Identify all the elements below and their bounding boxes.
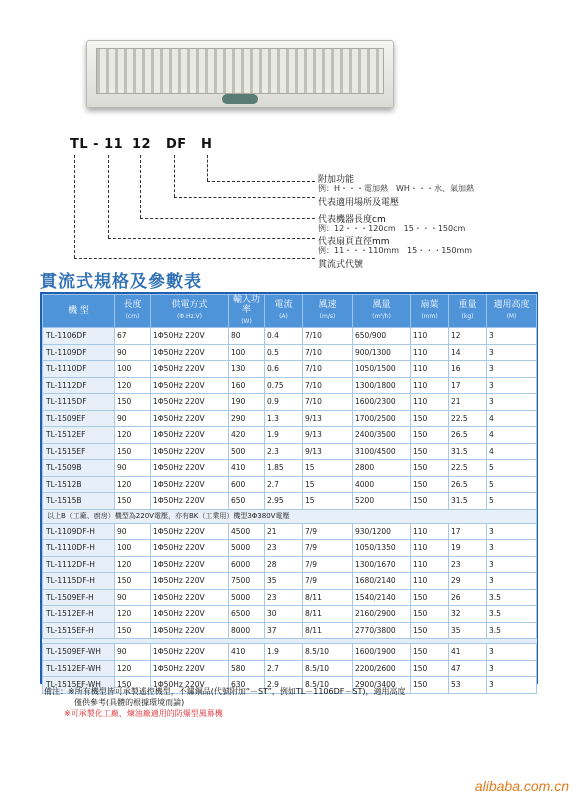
note-fan-diameter-detail: 例：11・・・110mm 15・・・150mm — [318, 246, 473, 255]
value-cell: 41 — [449, 644, 487, 661]
value-cell: 35 — [449, 622, 487, 639]
value-cell: 3 — [487, 361, 537, 378]
value-cell: 3 — [487, 377, 537, 394]
value-cell: 110 — [411, 573, 449, 590]
value-cell: 2.9 — [265, 677, 303, 694]
group-note-row — [43, 509, 537, 523]
header-cell — [353, 295, 411, 328]
value-cell: 2.95 — [265, 493, 303, 510]
model-code-prefix: TL - 11 — [70, 137, 124, 152]
value-cell: 47 — [449, 660, 487, 677]
value-cell: 3.5 — [487, 606, 537, 623]
value-cell: 3 — [487, 556, 537, 573]
model-cell: TL-1509EF-H — [43, 589, 115, 606]
value-cell: 90 — [115, 523, 151, 540]
value-cell: 1Φ50Hz 220V — [151, 476, 229, 493]
table-row — [43, 573, 537, 590]
header-cell — [151, 295, 229, 328]
value-cell: 150 — [411, 589, 449, 606]
value-cell: 21 — [265, 523, 303, 540]
table-row — [43, 476, 537, 493]
value-cell: 2400/3500 — [353, 427, 411, 444]
value-cell: 17 — [449, 523, 487, 540]
note-length-label: 代表機器長度cm — [318, 215, 386, 225]
value-cell: 290 — [229, 410, 265, 427]
value-cell: 8000 — [229, 622, 265, 639]
footnote-line-2: 僅供參考(具體的根據環境而論) — [74, 698, 185, 707]
value-cell: 9/13 — [303, 443, 353, 460]
value-cell: 580 — [229, 660, 265, 677]
value-cell: 3 — [487, 660, 537, 677]
value-cell: 23 — [265, 589, 303, 606]
table-row — [43, 443, 537, 460]
table-row — [43, 644, 537, 661]
value-cell: 110 — [411, 394, 449, 411]
value-cell: 7500 — [229, 573, 265, 590]
value-cell: 35 — [265, 573, 303, 590]
value-cell: 19 — [449, 540, 487, 557]
value-cell: 53 — [449, 677, 487, 694]
table-row — [43, 328, 537, 345]
value-cell: 32 — [449, 606, 487, 623]
value-cell: 3 — [487, 344, 537, 361]
value-cell: 3 — [487, 328, 537, 345]
value-cell: 150 — [411, 427, 449, 444]
value-cell: 110 — [411, 523, 449, 540]
value-cell: 150 — [411, 660, 449, 677]
value-cell: 7/10 — [303, 394, 353, 411]
model-cell: TL-1112DF — [43, 377, 115, 394]
value-cell: 21 — [449, 394, 487, 411]
spec-table-header — [43, 295, 537, 328]
alibaba-watermark: alibaba.com.cn — [474, 778, 569, 794]
header-cell — [115, 295, 151, 328]
value-cell: 15 — [303, 476, 353, 493]
table-row — [43, 394, 537, 411]
value-cell: 26 — [449, 589, 487, 606]
value-cell: 500 — [229, 443, 265, 460]
value-cell: 110 — [411, 556, 449, 573]
value-cell: 420 — [229, 427, 265, 444]
value-cell: 1Φ50Hz 220V — [151, 361, 229, 378]
value-cell: 1Φ50Hz 220V — [151, 493, 229, 510]
value-cell: 1Φ50Hz 220V — [151, 394, 229, 411]
value-cell: 8/11 — [303, 589, 353, 606]
leader-line-11-horizontal — [108, 238, 315, 239]
table-row — [43, 493, 537, 510]
value-cell: 17 — [449, 377, 487, 394]
value-cell: 90 — [115, 589, 151, 606]
value-cell: 3 — [487, 540, 537, 557]
value-cell: 90 — [115, 644, 151, 661]
value-cell: 650/900 — [353, 328, 411, 345]
value-cell: 110 — [411, 344, 449, 361]
value-cell: 67 — [115, 328, 151, 345]
value-cell: 0.9 — [265, 394, 303, 411]
value-cell: 5 — [487, 460, 537, 477]
value-cell: 410 — [229, 460, 265, 477]
group-note: 以上B（工廠、廚房）機型為220V電壓，亦有BK（工業用）機型3Φ380V電壓 — [43, 509, 537, 523]
value-cell: 14 — [449, 344, 487, 361]
model-code-length: 12 — [132, 137, 152, 152]
value-cell: 1Φ50Hz 220V — [151, 523, 229, 540]
model-code-suffix: H — [201, 137, 213, 152]
note-fan-diameter-label: 代表扇頁直徑mm — [318, 237, 390, 247]
model-cell: TL-1509EF-WH — [43, 644, 115, 661]
footnotes — [44, 686, 538, 719]
value-cell: 150 — [115, 573, 151, 590]
header-label: 輸入功率 — [232, 295, 260, 315]
model-cell: TL-1115DF-H — [43, 573, 115, 590]
value-cell: 16 — [449, 361, 487, 378]
leader-line-df-horizontal — [174, 197, 315, 198]
model-cell: TL-1515B — [43, 493, 115, 510]
value-cell: 4 — [487, 443, 537, 460]
value-cell: 3 — [487, 394, 537, 411]
value-cell: 1680/2140 — [353, 573, 411, 590]
value-cell: 1700/2500 — [353, 410, 411, 427]
value-cell: 7/10 — [303, 344, 353, 361]
value-cell: 90 — [115, 460, 151, 477]
model-cell: TL-1109DF-H — [43, 523, 115, 540]
value-cell: 150 — [411, 460, 449, 477]
spec-table — [42, 294, 537, 694]
model-cell: TL-1509B — [43, 460, 115, 477]
value-cell: 23 — [449, 556, 487, 573]
value-cell: 0.4 — [265, 328, 303, 345]
value-cell: 1Φ50Hz 220V — [151, 377, 229, 394]
value-cell: 7/9 — [303, 556, 353, 573]
value-cell: 190 — [229, 394, 265, 411]
value-cell: 5 — [487, 493, 537, 510]
value-cell: 1Φ50Hz 220V — [151, 460, 229, 477]
table-row — [43, 540, 537, 557]
model-cell: TL-1512B — [43, 476, 115, 493]
header-unit: (cm) — [125, 313, 140, 320]
value-cell: 31.5 — [449, 493, 487, 510]
table-row — [43, 606, 537, 623]
value-cell: 150 — [411, 443, 449, 460]
value-cell: 1540/2140 — [353, 589, 411, 606]
table-row — [43, 377, 537, 394]
value-cell: 5200 — [353, 493, 411, 510]
value-cell: 22.5 — [449, 460, 487, 477]
value-cell: 1.85 — [265, 460, 303, 477]
value-cell: 150 — [411, 622, 449, 639]
value-cell: 7/9 — [303, 573, 353, 590]
value-cell: 0.6 — [265, 361, 303, 378]
value-cell: 1300/1670 — [353, 556, 411, 573]
leader-line-tl-vertical — [74, 155, 75, 258]
value-cell: 90 — [115, 410, 151, 427]
note-length-detail: 例：12・・・120cm 15・・・150cm — [318, 224, 466, 233]
header-unit: (m³/h) — [372, 313, 391, 320]
leader-line-h-horizontal — [207, 181, 315, 182]
value-cell: 28 — [265, 556, 303, 573]
model-cell: TL-1115DF — [43, 394, 115, 411]
header-label: 機 型 — [68, 306, 89, 316]
model-cell: TL-1515EF — [43, 443, 115, 460]
value-cell: 29 — [449, 573, 487, 590]
note-crossflow-code-label: 貫流式代號 — [318, 260, 364, 270]
value-cell: 30 — [265, 606, 303, 623]
value-cell: 3 — [487, 677, 537, 694]
value-cell: 1600/1900 — [353, 644, 411, 661]
value-cell: 410 — [229, 644, 265, 661]
value-cell: 160 — [229, 377, 265, 394]
header-cell — [487, 295, 537, 328]
table-row — [43, 589, 537, 606]
value-cell: 2800 — [353, 460, 411, 477]
value-cell: 1Φ50Hz 220V — [151, 410, 229, 427]
value-cell: 4000 — [353, 476, 411, 493]
value-cell: 8/11 — [303, 606, 353, 623]
model-cell: TL-1110DF-H — [43, 540, 115, 557]
section-title: 貫流式規格及參數表 — [40, 272, 202, 292]
model-cell: TL-1512EF-WH — [43, 660, 115, 677]
value-cell: 120 — [115, 556, 151, 573]
footnote-line-1: 備注：※所有機型皆可承製遙控機型，不鏽鋼品(代號附加“－ST”，例如TL－1106DF－ST)，適用高度 — [44, 687, 406, 696]
leader-line-df-vertical — [174, 155, 175, 197]
model-cell: TL-1109DF — [43, 344, 115, 361]
value-cell: 150 — [411, 410, 449, 427]
value-cell: 23 — [265, 540, 303, 557]
value-cell: 600 — [229, 476, 265, 493]
value-cell: 900/1300 — [353, 344, 411, 361]
value-cell: 110 — [411, 377, 449, 394]
value-cell: 6000 — [229, 556, 265, 573]
value-cell: 650 — [229, 493, 265, 510]
value-cell: 1Φ50Hz 220V — [151, 644, 229, 661]
value-cell: 100 — [115, 540, 151, 557]
value-cell: 150 — [115, 493, 151, 510]
leader-line-12-horizontal — [140, 218, 315, 219]
value-cell: 150 — [411, 493, 449, 510]
model-cell: TL-1112DF-H — [43, 556, 115, 573]
footnote-line-3: ※可承製化工廠、煉油廠適用的防爆型風幕機 — [64, 709, 223, 718]
value-cell: 8.5/10 — [303, 660, 353, 677]
value-cell: 630 — [229, 677, 265, 694]
header-unit: (A) — [279, 313, 288, 320]
model-cell: TL-1512EF — [43, 427, 115, 444]
value-cell: 15 — [303, 493, 353, 510]
header-label: 適用高度 — [493, 300, 530, 310]
value-cell: 9/13 — [303, 427, 353, 444]
value-cell: 1050/1500 — [353, 361, 411, 378]
value-cell: 120 — [115, 377, 151, 394]
value-cell: 2770/3800 — [353, 622, 411, 639]
header-unit: (Φ.Hz.V) — [177, 313, 202, 320]
table-row — [43, 427, 537, 444]
table-row — [43, 523, 537, 540]
value-cell: 3 — [487, 573, 537, 590]
header-cell — [43, 295, 115, 328]
value-cell: 2.7 — [265, 660, 303, 677]
value-cell: 2.3 — [265, 443, 303, 460]
value-cell: 7/10 — [303, 377, 353, 394]
value-cell: 8/11 — [303, 622, 353, 639]
value-cell: 1Φ50Hz 220V — [151, 427, 229, 444]
leader-line-11-vertical — [108, 155, 109, 238]
value-cell: 0.5 — [265, 344, 303, 361]
value-cell: 150 — [115, 622, 151, 639]
table-row — [43, 410, 537, 427]
value-cell: 930/1200 — [353, 523, 411, 540]
table-row — [43, 660, 537, 677]
header-unit: (W) — [241, 318, 252, 325]
leader-line-tl-horizontal — [74, 258, 315, 259]
model-cell: TL-1515EF-H — [43, 622, 115, 639]
header-label: 重量 — [458, 300, 477, 310]
value-cell: 1Φ50Hz 220V — [151, 606, 229, 623]
header-unit: (kg) — [461, 313, 474, 320]
value-cell: 26.5 — [449, 476, 487, 493]
value-cell: 5 — [487, 476, 537, 493]
note-location-voltage-label: 代表適用場所及電壓 — [318, 198, 400, 208]
leader-line-12-vertical — [140, 155, 141, 218]
value-cell: 80 — [229, 328, 265, 345]
value-cell: 150 — [411, 476, 449, 493]
header-label: 長度 — [123, 300, 142, 310]
note-extra-function-label: 附加功能 — [318, 175, 355, 185]
value-cell: 4500 — [229, 523, 265, 540]
value-cell: 3 — [487, 523, 537, 540]
header-label: 風速 — [318, 300, 337, 310]
header-cell — [449, 295, 487, 328]
model-cell: TL-1512EF-H — [43, 606, 115, 623]
value-cell: 7/10 — [303, 361, 353, 378]
value-cell: 1Φ50Hz 220V — [151, 677, 229, 694]
value-cell: 130 — [229, 361, 265, 378]
value-cell: 1Φ50Hz 220V — [151, 344, 229, 361]
value-cell: 90 — [115, 344, 151, 361]
value-cell: 1Φ50Hz 220V — [151, 556, 229, 573]
value-cell: 22.5 — [449, 410, 487, 427]
value-cell: 4 — [487, 427, 537, 444]
header-label: 風量 — [372, 300, 391, 310]
header-label: 扇葉 — [420, 300, 439, 310]
value-cell: 1300/1800 — [353, 377, 411, 394]
value-cell: 7/9 — [303, 523, 353, 540]
model-cell: TL-1110DF — [43, 361, 115, 378]
value-cell: 2160/2900 — [353, 606, 411, 623]
value-cell: 8.5/10 — [303, 644, 353, 661]
value-cell: 6500 — [229, 606, 265, 623]
value-cell: 3.5 — [487, 622, 537, 639]
value-cell: 2200/2600 — [353, 660, 411, 677]
value-cell: 1.9 — [265, 644, 303, 661]
value-cell: 1600/2300 — [353, 394, 411, 411]
value-cell: 2.7 — [265, 476, 303, 493]
value-cell: 0.75 — [265, 377, 303, 394]
value-cell: 120 — [115, 427, 151, 444]
value-cell: 15 — [303, 460, 353, 477]
header-cell — [265, 295, 303, 328]
value-cell: 150 — [115, 677, 151, 694]
value-cell: 100 — [115, 361, 151, 378]
value-cell: 37 — [265, 622, 303, 639]
table-row — [43, 361, 537, 378]
header-label: 電流 — [274, 300, 293, 310]
value-cell: 120 — [115, 476, 151, 493]
value-cell: 1050/1350 — [353, 540, 411, 557]
value-cell: 3.5 — [487, 589, 537, 606]
value-cell: 150 — [411, 677, 449, 694]
table-row — [43, 622, 537, 639]
header-unit: (m/s) — [319, 313, 336, 320]
value-cell: 9/13 — [303, 410, 353, 427]
value-cell: 110 — [411, 540, 449, 557]
value-cell: 8.5/10 — [303, 677, 353, 694]
value-cell: 120 — [115, 660, 151, 677]
table-row — [43, 344, 537, 361]
table-row — [43, 556, 537, 573]
value-cell: 31.5 — [449, 443, 487, 460]
note-extra-function-detail: 例：H・・・電加熱 WH・・・水、氣加熱 — [318, 184, 474, 193]
air-curtain-logo-badge — [222, 94, 258, 104]
header-label: 供電方式 — [171, 300, 208, 310]
air-curtain-product-image — [86, 40, 392, 114]
value-cell: 1Φ50Hz 220V — [151, 540, 229, 557]
value-cell: 1Φ50Hz 220V — [151, 589, 229, 606]
value-cell: 110 — [411, 361, 449, 378]
value-cell: 1.9 — [265, 427, 303, 444]
model-cell: TL-1509EF — [43, 410, 115, 427]
value-cell: 3 — [487, 644, 537, 661]
value-cell: 5000 — [229, 589, 265, 606]
value-cell: 120 — [115, 606, 151, 623]
value-cell: 150 — [411, 644, 449, 661]
value-cell: 3100/4500 — [353, 443, 411, 460]
value-cell: 4 — [487, 410, 537, 427]
header-cell — [411, 295, 449, 328]
value-cell: 1Φ50Hz 220V — [151, 443, 229, 460]
value-cell: 7/9 — [303, 540, 353, 557]
header-unit: (mm) — [421, 313, 438, 320]
value-cell: 100 — [229, 344, 265, 361]
header-cell — [229, 295, 265, 328]
value-cell: 1Φ50Hz 220V — [151, 328, 229, 345]
air-curtain-grille — [96, 48, 384, 94]
value-cell: 150 — [115, 443, 151, 460]
value-cell: 150 — [115, 394, 151, 411]
value-cell: 5000 — [229, 540, 265, 557]
model-cell: TL-1515EF-WH — [43, 677, 115, 694]
value-cell: 110 — [411, 328, 449, 345]
model-cell: TL-1106DF — [43, 328, 115, 345]
header-cell — [303, 295, 353, 328]
model-code-type: DF — [166, 137, 187, 152]
value-cell: 1Φ50Hz 220V — [151, 660, 229, 677]
header-unit: (M) — [506, 313, 517, 320]
value-cell: 12 — [449, 328, 487, 345]
value-cell: 1Φ50Hz 220V — [151, 573, 229, 590]
table-row — [43, 460, 537, 477]
value-cell: 150 — [411, 606, 449, 623]
value-cell: 1.3 — [265, 410, 303, 427]
value-cell: 1Φ50Hz 220V — [151, 622, 229, 639]
value-cell: 7/10 — [303, 328, 353, 345]
leader-line-h-vertical — [207, 155, 208, 181]
value-cell: 26.5 — [449, 427, 487, 444]
value-cell: 2900/3400 — [353, 677, 411, 694]
